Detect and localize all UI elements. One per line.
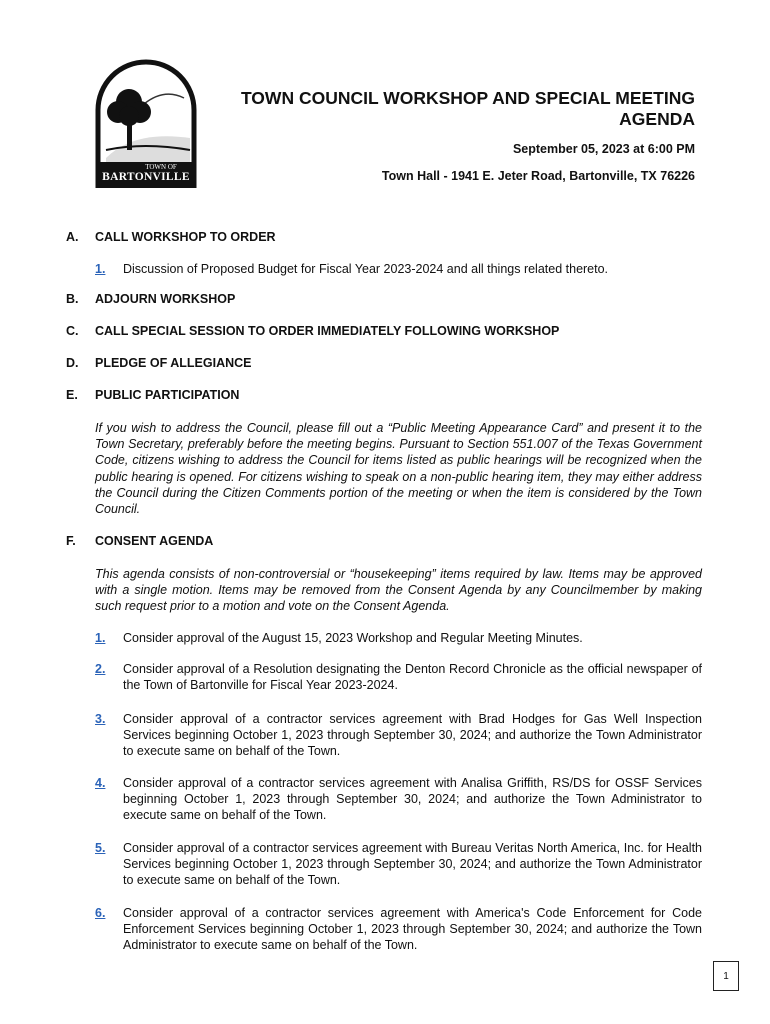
consent-item xyxy=(95,840,702,889)
consent-item xyxy=(95,661,702,693)
item-number-link[interactable]: 5. xyxy=(95,841,106,855)
meeting-location: Town Hall - 1941 E. Jeter Road, Bartonville, TX 76226 xyxy=(381,169,695,183)
item-text: Consider approval of a contractor services agreement with America's Code Enforcement for Code Enforcement Services beginning October 1, 2023 through September 30, 2024; and authorize the Town Administrator to execute same on behalf of the Town. xyxy=(123,906,702,953)
workshop-item xyxy=(95,261,702,277)
section-title: CONSENT AGENDA xyxy=(95,534,214,548)
item-number-link[interactable]: 3. xyxy=(95,712,106,726)
item-text: Consider approval of a Resolution designating the Denton Record Chronicle as the official newspaper of the Town of Bartonville for Fiscal Year 2023-2024. xyxy=(123,662,702,693)
agenda-title-line1: TOWN COUNCIL WORKSHOP AND SPECIAL MEETING xyxy=(240,88,695,108)
section-title: CALL WORKSHOP TO ORDER xyxy=(95,230,276,244)
page-number: 1 xyxy=(713,961,739,991)
item-number-link[interactable]: 1. xyxy=(95,631,106,645)
agenda-title-line2: AGENDA xyxy=(619,109,695,129)
section-b-heading xyxy=(66,292,235,306)
section-title: PUBLIC PARTICIPATION xyxy=(95,388,240,402)
section-d-heading xyxy=(66,356,252,370)
section-a-heading xyxy=(66,230,276,244)
consent-agenda-text: This agenda consists of non-controversial or “housekeeping” items required by law. Items may be approved with a single motion. Items may be removed from the Consent Agenda by any Councilmember by making such request prior to a motion and vote on the Consent Agenda. xyxy=(95,567,702,614)
item-number-link[interactable]: 2. xyxy=(95,662,106,676)
consent-item xyxy=(95,905,702,954)
consent-item xyxy=(95,711,702,760)
logo-town-of: TOWN OF xyxy=(145,163,177,171)
section-letter: A. xyxy=(66,230,79,244)
item-text: Consider approval of a contractor services agreement with Analisa Griffith, RS/DS for OSSF Services beginning October 1, 2023 through September 30, 2024; and authorize the Town Administrator to execute same on behalf of the Town. xyxy=(123,776,702,823)
section-letter: B. xyxy=(66,292,79,306)
consent-item xyxy=(95,775,702,824)
meeting-date: September 05, 2023 at 6:00 PM xyxy=(512,142,695,156)
section-letter: D. xyxy=(66,356,79,370)
section-letter: E. xyxy=(66,388,78,402)
section-title: PLEDGE OF ALLEGIANCE xyxy=(95,356,252,370)
section-e-heading xyxy=(66,388,239,402)
town-logo xyxy=(94,58,198,188)
public-participation-text: If you wish to address the Council, please fill out a “Public Meeting Appearance Card” and present it to the Town Secretary, preferably before the meeting begins. Pursuant to Section 551.007 of the Texas Government Code, citizens wishing to address the Council for items listed as public hearings will be recognized when the public hearing is opened. For citizens wishing to speak on a non-public hearing item, they may either address the Council during the Citizen Comments portion of the meeting or when the item is considered by the Town Council. xyxy=(95,421,702,517)
consent-item xyxy=(95,630,702,646)
section-letter: F. xyxy=(66,534,76,548)
logo-town-name: BARTONVILLE xyxy=(102,171,190,183)
agenda-header xyxy=(195,88,695,183)
section-c-heading xyxy=(66,324,559,338)
item-text: Consider approval of the August 15, 2023 Workshop and Regular Meeting Minutes. xyxy=(123,631,583,645)
item-number-link[interactable]: 4. xyxy=(95,776,106,790)
section-letter: C. xyxy=(66,324,79,338)
item-number-link[interactable]: 6. xyxy=(95,906,106,920)
logo-text xyxy=(94,162,198,182)
item-text: Consider approval of a contractor services agreement with Bureau Veritas North America, Inc. for Health Services beginning October 1, 2023 through September 30, 2024; and authorize the Town Administrator to execute same on behalf of the Town. xyxy=(123,841,702,888)
item-text: Consider approval of a contractor services agreement with Brad Hodges for Gas Well Inspection Services beginning October 1, 2023 through September 30, 2024; and authorize the Town Administrator to execute same on behalf of the Town. xyxy=(123,712,702,759)
item-number-link[interactable]: 1. xyxy=(95,262,106,276)
item-text: Discussion of Proposed Budget for Fiscal Year 2023-2024 and all things related thereto. xyxy=(123,262,609,276)
section-title: ADJOURN WORKSHOP xyxy=(95,292,236,306)
section-title: CALL SPECIAL SESSION TO ORDER IMMEDIATELY FOLLOWING WORKSHOP xyxy=(95,324,560,338)
section-f-heading xyxy=(66,534,213,548)
